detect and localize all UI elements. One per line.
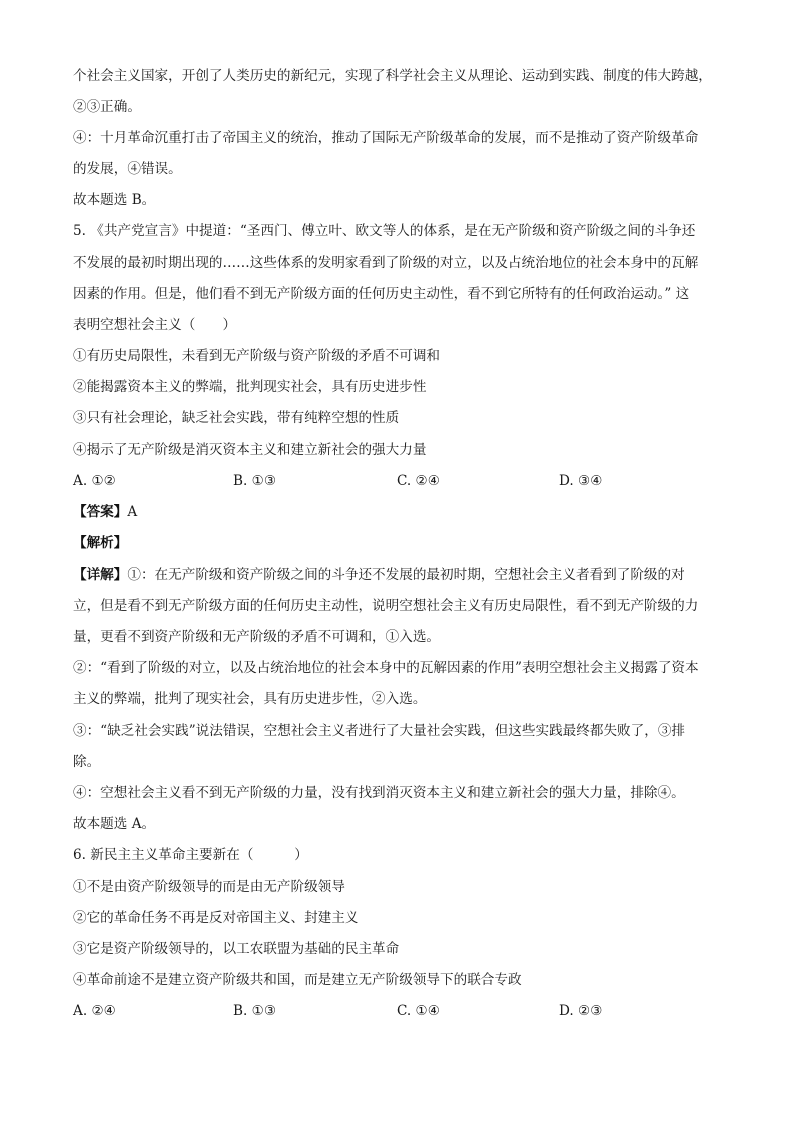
q5-detail-line: 量，更看不到资产阶级和无产阶级的矛盾不可调和，①入选。 <box>73 629 441 645</box>
q5-answer <box>73 502 137 522</box>
q5-item: ③只有社会理论，缺乏社会实践，带有纯粹空想的性质 <box>73 410 400 426</box>
q5-item: ④揭示了无产阶级是消灭资本主义和建立新社会的强大力量 <box>73 442 427 458</box>
q5-option-b: B. ①③ <box>233 473 277 489</box>
q5-item: ①有历史局限性，未看到无产阶级与资产阶级的矛盾不可调和 <box>73 348 441 364</box>
q5-conclusion: 故本题选 A。 <box>73 816 156 832</box>
q5-stem-line: 不发展的最初时期出现的……这些体系的发明家看到了阶级的对立，以及占统治地位的社会本身中的瓦解 <box>73 255 699 271</box>
q4-text-line: ④：十月革命沉重打击了帝国主义的统治，推动了国际无产阶级革命的发展，而不是推动了资产阶级革命 <box>73 130 699 146</box>
q6-item: ④革命前途不是建立资产阶级共和国，而是建立无产阶级领导下的联合专政 <box>73 972 522 988</box>
q6-option-b: B. ①③ <box>233 1003 277 1019</box>
q4-conclusion: 故本题选 B。 <box>73 192 156 208</box>
q5-detail-line: 主义的弊端，批判了现实社会，具有历史进步性，②入选。 <box>73 691 427 707</box>
detail-tag: 【详解】 <box>73 567 128 583</box>
q5-options <box>73 471 733 491</box>
q5-detail-line: ③：“缺乏社会实践”说法错误，空想社会主义者进行了大量社会实践，但这些实践最终都失败了，③排 <box>73 723 686 739</box>
q4-text-line: ②③正确。 <box>73 99 141 115</box>
q6-item: ②它的革命任务不再是反对帝国主义、封建主义 <box>73 910 359 926</box>
q5-item: ②能揭露资本主义的弊端，批判现实社会，具有历史进步性 <box>73 379 427 395</box>
q5-detail-line: ②：“看到了阶级的对立，以及占统治地位的社会本身中的瓦解因素的作用”表明空想社会主义揭露了资本 <box>73 660 699 676</box>
q5-option-d: D. ③④ <box>559 473 603 489</box>
q5-detail-line <box>73 565 685 585</box>
q6-option-c: C. ①④ <box>397 1003 440 1019</box>
answer-value: A <box>127 504 138 520</box>
q5-option-a: A. ①② <box>73 473 116 489</box>
detail-text: ①：在无产阶级和资产阶级之间的斗争还不发展的最初时期，空想社会主义者看到了阶级的对 <box>127 567 685 583</box>
q6-item: ①不是由资产阶级领导的而是由无产阶级领导 <box>73 879 345 895</box>
q4-text-line: 的发展，④错误。 <box>73 161 182 177</box>
q6-options <box>73 1001 733 1021</box>
answer-tag: 【答案】 <box>73 504 128 520</box>
q4-text-line: 个社会主义国家，开创了人类历史的新纪元，实现了科学社会主义从理论、运动到实践、制度的伟大跨越， <box>73 68 712 84</box>
q5-option-c: C. ②④ <box>397 473 440 489</box>
analysis-tag: 【解析】 <box>73 535 128 551</box>
q5-stem-line: 因素的作用。但是，他们看不到无产阶级方面的任何历史主动性，看不到它所特有的任何政治运动。” 这 <box>73 286 690 302</box>
q6-stem: 6. 新民主主义革命主要新在（ ） <box>73 847 308 863</box>
q5-detail-line: ④：空想社会主义看不到无产阶级的力量，没有找到消灭资本主义和建立新社会的强大力量，排除④。 <box>73 785 685 801</box>
q5-detail-line: 立，但是看不到无产阶级方面的任何历史主动性，说明空想社会主义有历史局限性，看不到无产阶级的力 <box>73 598 699 614</box>
q5-detail-line: 除。 <box>73 754 101 770</box>
q5-stem-line: 表明空想社会主义（ ） <box>73 317 237 333</box>
q5-analysis-heading <box>73 533 127 553</box>
q6-option-d: D. ②③ <box>559 1003 603 1019</box>
q6-option-a: A. ②④ <box>73 1003 116 1019</box>
q6-item: ③它是资产阶级领导的，以工农联盟为基础的民主革命 <box>73 941 400 957</box>
q5-stem-line: 5. 《共产党宣言》中提道：“圣西门、傅立叶、欧文等人的体系，是在无产阶级和资产阶级之间的斗争还 <box>73 223 696 239</box>
